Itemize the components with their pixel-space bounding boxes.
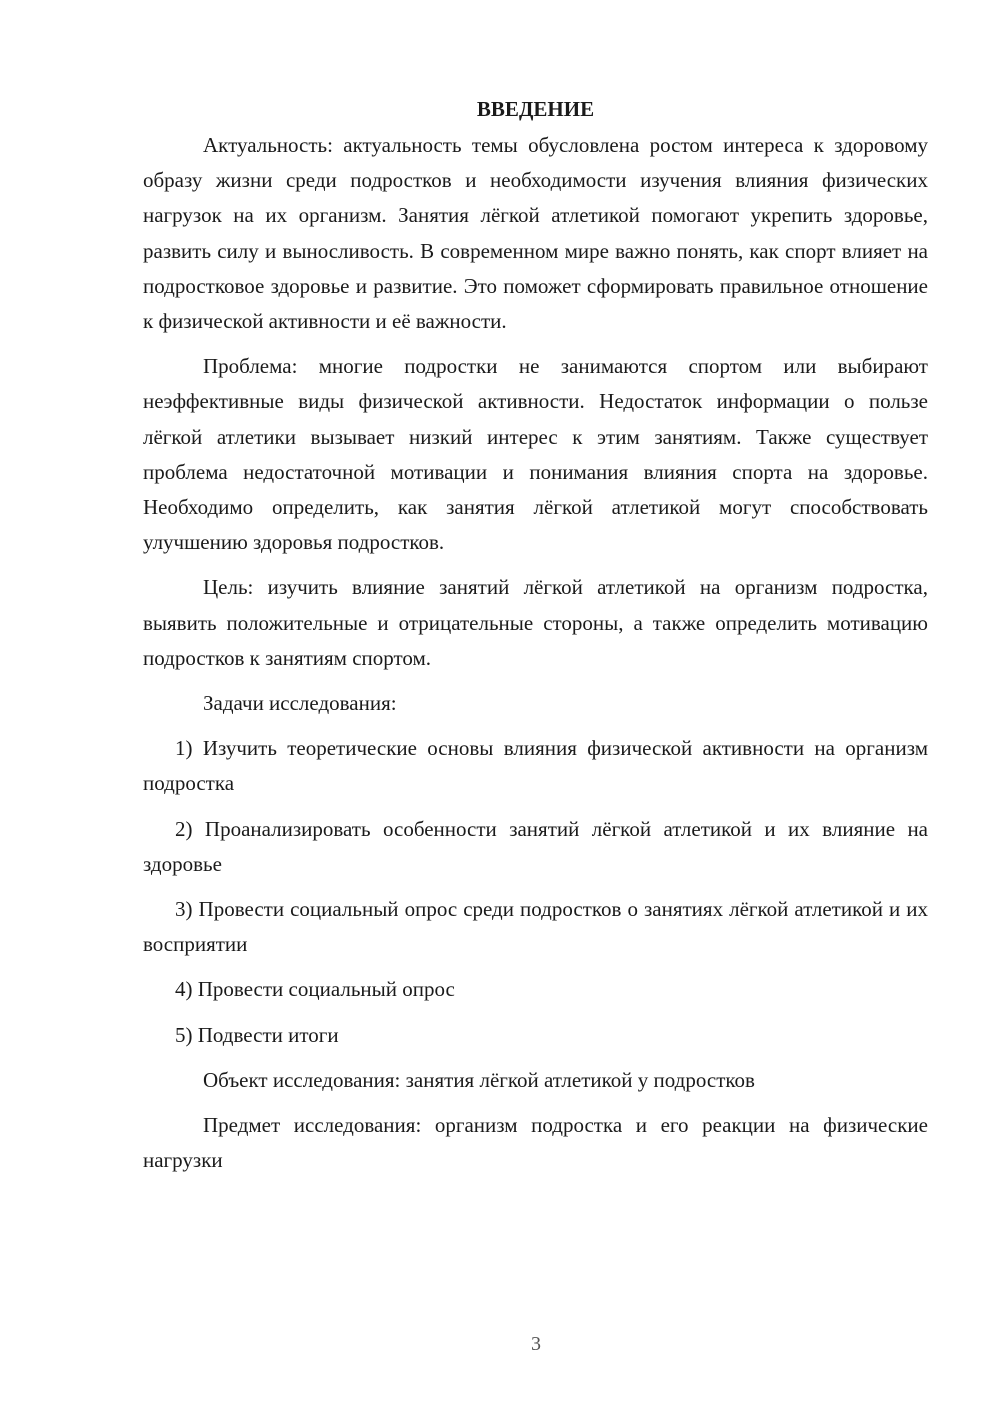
section-title: ВВЕДЕНИЕ [476, 97, 595, 121]
document-page [143, 92, 928, 1188]
tasks-heading: Задачи исследования: [203, 691, 397, 716]
research-subject-paragraph: Предмет исследования: организм подростка и его реакции на физические нагрузки [143, 1113, 928, 1173]
research-object-paragraph: Объект исследования: занятия лёгкой атлетикой у подростков [203, 1067, 755, 1092]
task-item-4: 4) Провести социальный опрос [175, 977, 455, 1002]
task-item-1: 1) Изучить теоретические основы влияния физической активности на организм подростка [143, 736, 928, 796]
page-number: 3 [531, 1333, 541, 1355]
task-item-2: 2) Проанализировать особенности занятий лёгкой атлетикой и их влияние на здоровье [143, 816, 928, 876]
problem-paragraph: Проблема: многие подростки не занимаются спортом или выбирают неэффективные виды физической активности. Недостаток информации о пользе лёгкой атлетики вызывает низкий интерес к этим занятиям. Также существует проблема недостаточной мотивации и понимания влияния спорта на здоровье. Необходимо определить, как занятия лёгкой атлетикой могут способствовать улучшению здоровья подростков. [143, 354, 928, 555]
task-item-3: 3) Провести социальный опрос среди подростков о занятиях лёгкой атлетикой и их восприятии [143, 897, 928, 957]
task-item-5: 5) Подвести итоги [175, 1022, 339, 1047]
goal-paragraph: Цель: изучить влияние занятий лёгкой атлетикой на организм подростка, выявить положительные и отрицательные стороны, а также определить мотивацию подростков к занятиям спортом. [143, 575, 928, 670]
relevance-paragraph: Актуальность: актуальность темы обусловлена ростом интереса к здоровому образу жизни среди подростков и необходимости изучения влияния физических нагрузок на их организм. Занятия лёгкой атлетикой помогают укрепить здоровье, развить силу и выносливость. В современном мире важно понять, как спорт влияет на подростковое здоровье и развитие. Это поможет сформировать правильное отношение к физической активности и её важности. [143, 133, 928, 334]
